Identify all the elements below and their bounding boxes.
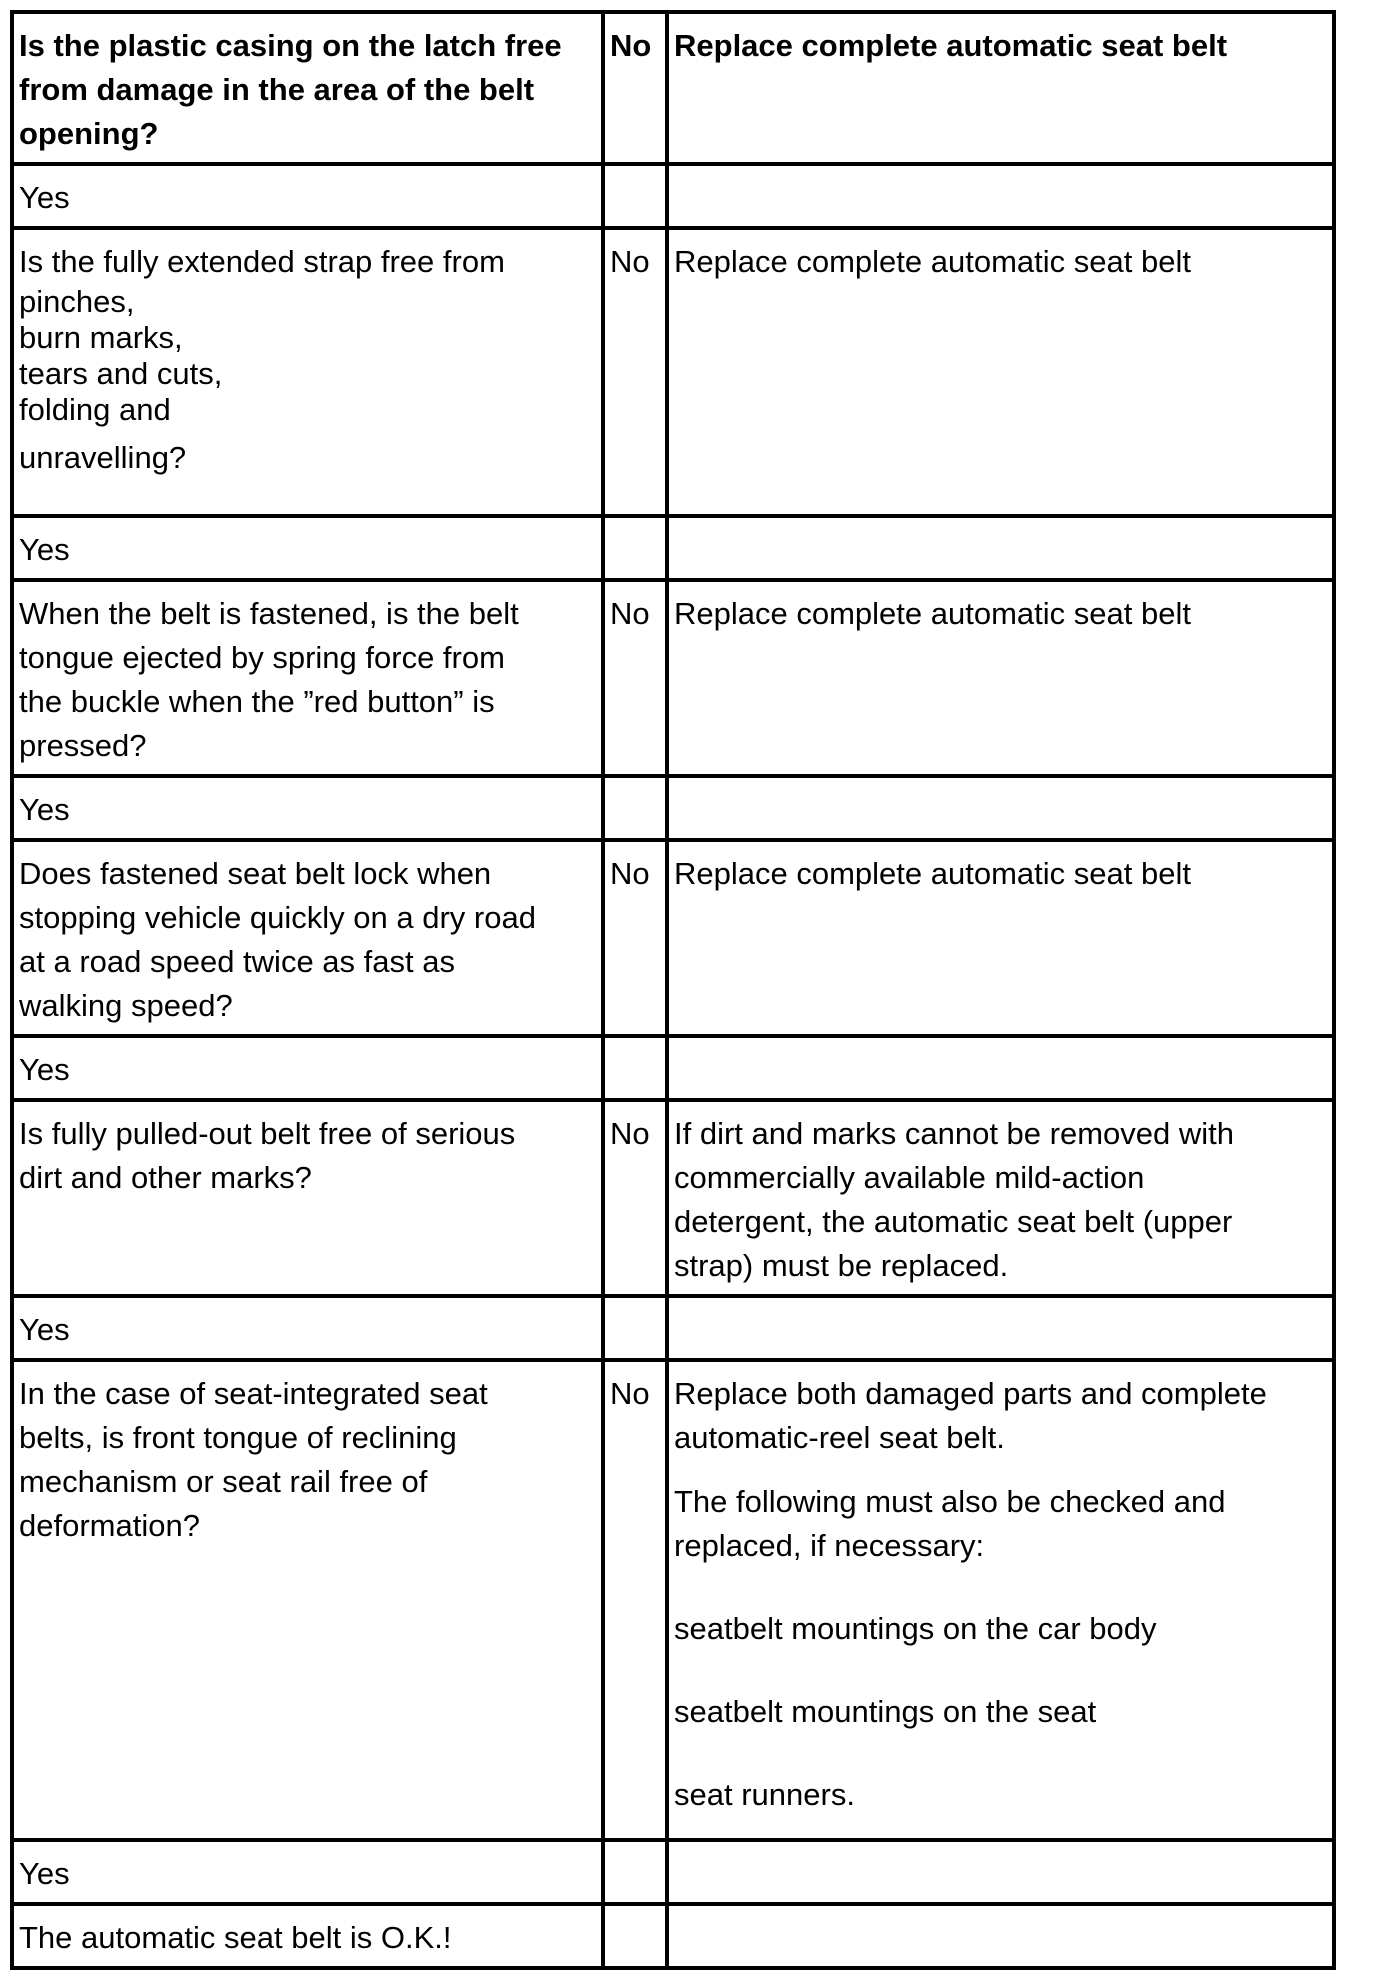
question-text-line: belts, is front tongue of reclining <box>19 1420 457 1455</box>
yes-label: Yes <box>19 1312 70 1347</box>
question-text-line: unravelling? <box>19 440 187 475</box>
question-text-line: Is the plastic casing on the latch free <box>19 28 562 63</box>
action-text-line: Replace complete automatic seat belt <box>674 244 1191 279</box>
empty-cell <box>667 1904 1334 1968</box>
question-cell <box>12 1100 603 1296</box>
action-text-line: detergent, the automatic seat belt (upper <box>674 1204 1233 1239</box>
question-text-line: Is the fully extended strap free from <box>19 244 505 279</box>
question-cell <box>12 580 603 776</box>
question-text-line: folding and <box>19 392 171 427</box>
table-row <box>12 580 1334 776</box>
no-answer-cell <box>603 228 667 516</box>
question-cell <box>12 12 603 164</box>
action-text-line: Replace complete automatic seat belt <box>674 596 1191 631</box>
table-row <box>12 776 1334 840</box>
action-cell <box>667 580 1334 776</box>
yes-cell <box>12 776 603 840</box>
empty-cell <box>603 1840 667 1904</box>
empty-cell <box>667 1840 1334 1904</box>
question-text-line: mechanism or seat rail free of <box>19 1464 428 1499</box>
yes-label: Yes <box>19 180 70 215</box>
empty-cell <box>667 1036 1334 1100</box>
yes-cell <box>12 1296 603 1360</box>
table-row <box>12 1100 1334 1296</box>
question-text-line: the buckle when the ”red button” is <box>19 684 495 719</box>
question-text-line: walking speed? <box>19 988 233 1023</box>
empty-cell <box>603 1036 667 1100</box>
no-answer-cell <box>603 840 667 1036</box>
table-row <box>12 516 1334 580</box>
no-answer-label: No <box>610 856 650 891</box>
question-text-line: tears and cuts, <box>19 356 223 391</box>
question-text-line: Is fully pulled-out belt free of serious <box>19 1116 516 1151</box>
action-text-line: strap) must be replaced. <box>674 1248 1009 1283</box>
action-text-line: Replace complete automatic seat belt <box>674 28 1228 63</box>
empty-cell <box>603 164 667 228</box>
yes-cell <box>12 1036 603 1100</box>
action-cell <box>667 840 1334 1036</box>
question-text-line: In the case of seat-integrated seat <box>19 1376 488 1411</box>
no-answer-cell <box>603 1360 667 1840</box>
empty-cell <box>603 1296 667 1360</box>
action-cell <box>667 1100 1334 1296</box>
table-row <box>12 228 1334 516</box>
question-text-line: deformation? <box>19 1508 200 1543</box>
table-row <box>12 1840 1334 1904</box>
yes-cell <box>12 1840 603 1904</box>
action-text-line: If dirt and marks cannot be removed with <box>674 1116 1234 1151</box>
question-text-line: opening? <box>19 116 159 151</box>
yes-label: Yes <box>19 1052 70 1087</box>
no-answer-cell <box>603 1100 667 1296</box>
empty-cell <box>667 776 1334 840</box>
empty-cell <box>603 776 667 840</box>
yes-cell <box>12 164 603 228</box>
question-text-line: stopping vehicle quickly on a dry road <box>19 900 536 935</box>
table-row <box>12 1296 1334 1360</box>
action-text-line: seatbelt mountings on the seat <box>674 1694 1097 1729</box>
question-text-line: tongue ejected by spring force from <box>19 640 505 675</box>
no-answer-label: No <box>610 28 652 63</box>
yes-label: Yes <box>19 1856 70 1891</box>
empty-cell <box>603 1904 667 1968</box>
question-text-line: Does fastened seat belt lock when <box>19 856 492 891</box>
question-cell <box>12 840 603 1036</box>
table-row <box>12 164 1334 228</box>
question-text-line: pressed? <box>19 728 147 763</box>
question-cell <box>12 228 603 516</box>
no-answer-label: No <box>610 1376 650 1411</box>
action-text-line: replaced, if necessary: <box>674 1528 985 1563</box>
action-cell <box>667 12 1334 164</box>
question-text-line: from damage in the area of the belt <box>19 72 535 107</box>
empty-cell <box>603 516 667 580</box>
no-answer-label: No <box>610 596 650 631</box>
action-text-line: Replace complete automatic seat belt <box>674 856 1191 891</box>
action-text-line: Replace both damaged parts and complete <box>674 1376 1267 1411</box>
no-answer-cell <box>603 580 667 776</box>
action-text-line: seatbelt mountings on the car body <box>674 1611 1157 1646</box>
no-answer-label: No <box>610 1116 650 1151</box>
action-text-line: automatic-reel seat belt. <box>674 1420 1005 1455</box>
seat-belt-inspection-table <box>10 10 1336 1970</box>
empty-cell <box>667 164 1334 228</box>
question-cell <box>12 1360 603 1840</box>
question-text-line: When the belt is fastened, is the belt <box>19 596 519 631</box>
yes-cell <box>12 516 603 580</box>
yes-label: Yes <box>19 532 70 567</box>
question-text-line: dirt and other marks? <box>19 1160 312 1195</box>
empty-cell <box>667 516 1334 580</box>
question-text-line: at a road speed twice as fast as <box>19 944 455 979</box>
result-cell <box>12 1904 603 1968</box>
action-cell <box>667 1360 1334 1840</box>
table-row <box>12 1904 1334 1968</box>
question-text-line: pinches, <box>19 284 135 319</box>
table-row <box>12 1036 1334 1100</box>
yes-label: Yes <box>19 792 70 827</box>
table-row <box>12 1360 1334 1840</box>
table-row <box>12 12 1334 164</box>
action-text-line: The following must also be checked and <box>674 1484 1226 1519</box>
no-answer-label: No <box>610 244 650 279</box>
question-text-line: burn marks, <box>19 320 183 355</box>
action-text-line: commercially available mild-action <box>674 1160 1145 1195</box>
empty-cell <box>667 1296 1334 1360</box>
result-label: The automatic seat belt is O.K.! <box>19 1920 452 1955</box>
table-row <box>12 840 1334 1036</box>
action-cell <box>667 228 1334 516</box>
no-answer-cell <box>603 12 667 164</box>
action-text-line: seat runners. <box>674 1777 855 1812</box>
